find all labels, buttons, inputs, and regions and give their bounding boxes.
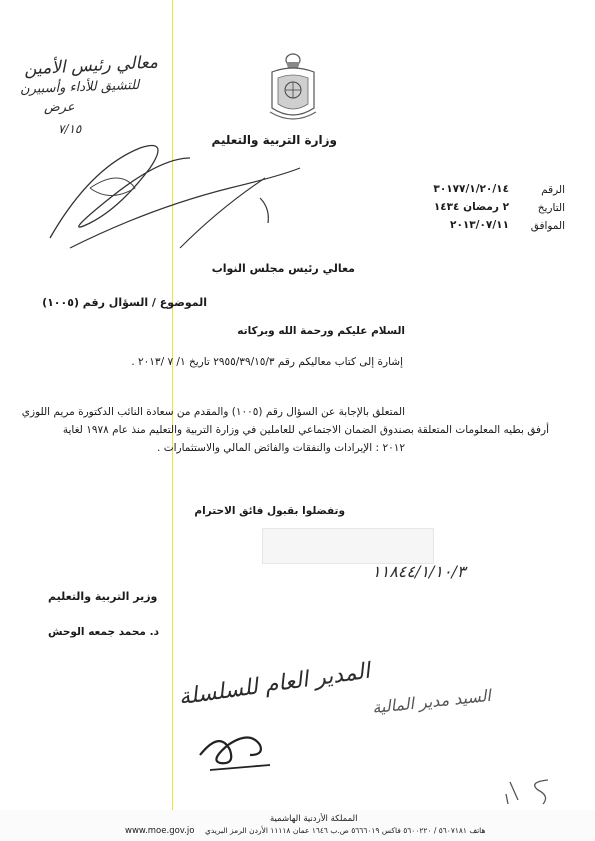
corresponding-label: الموافق [530, 220, 565, 232]
footer-country: المملكة الأردنية الهاشمية [270, 814, 358, 824]
recipient: معالي رئيس مجلس النواب [211, 262, 355, 275]
stamp-number: ١١٨٤٤/١/١٠/٣ [372, 562, 466, 581]
handwritten-signature [190, 725, 280, 775]
coat-of-arms-emblem [262, 52, 324, 126]
margin-note-line1: معالي رئيس الأمين [23, 52, 159, 80]
corresponding-value: ٢٠١٣/٠٧/١١ [450, 219, 509, 231]
footer-website: www.moe.gov.jo [125, 826, 195, 836]
scan-yellow-line [172, 0, 173, 841]
date-label: التاريخ [537, 202, 565, 214]
faint-stamp-box [262, 528, 434, 564]
reference-line: إشارة إلى كتاب معاليكم رقم ٢٩٥٥/٣٩/١٥/٣ تاريخ ١/ ٧ /٢٠١٣ . [131, 356, 403, 368]
ref-label: الرقم [541, 184, 565, 196]
signatory-title: وزير التربية والتعليم [48, 590, 158, 603]
date-value: ٢ رمضان ١٤٣٤ [433, 201, 509, 213]
footer-contact: هاتف ٥٦٠٧١٨١ / ٥٦٠٠٢٢٠ فاكس ٥٦٦٦٠١٩ ص.ب ١٦٤٦ عمان ١١١١٨ الأردن الرمز البريدي [205, 826, 486, 835]
handwritten-scribble-mark [30, 128, 310, 268]
body-line-1: المتعلق بالإجابة عن السؤال رقم (١٠٠٥) والمقدم من سعادة النائب الدكتورة مريم اللوزي [21, 406, 405, 418]
handwritten-note-bottom-1: المدير العام للسلسلة [177, 658, 372, 711]
signatory-name: د. محمد جمعه الوحش [48, 626, 159, 638]
greeting: السلام عليكم ورحمة الله وبركاته [237, 325, 405, 337]
subject: الموضوع / السؤال رقم (١٠٠٥) [42, 296, 207, 309]
body-line-2: أرفق بطيه المعلومات المتعلقة بصندوق الضمان الاجتماعي للعاملين في وزارة التربية والتعليم منذ عام ١٩٧٨ لغاية [62, 424, 549, 436]
ministry-name: وزارة التربية والتعليم [211, 133, 337, 147]
handwritten-note-bottom-2: السيد مدير المالية [371, 685, 492, 718]
handwritten-mark-bottom-right [498, 770, 568, 814]
margin-note-date: ٧/١٥ [58, 122, 82, 136]
margin-note-line2: للتشيق للأداء وأسبيرن [19, 77, 140, 98]
closing: وتفضلوا بقبول فائق الاحترام [194, 505, 345, 517]
margin-note-line3: عرض [44, 100, 75, 115]
ref-value: ٣٠١٧٧/١/٢٠/١٤ [433, 183, 509, 195]
body-line-3: ٢٠١٢ : الإيرادات والنفقات والفائض المالي والاستثمارات . [157, 442, 405, 454]
